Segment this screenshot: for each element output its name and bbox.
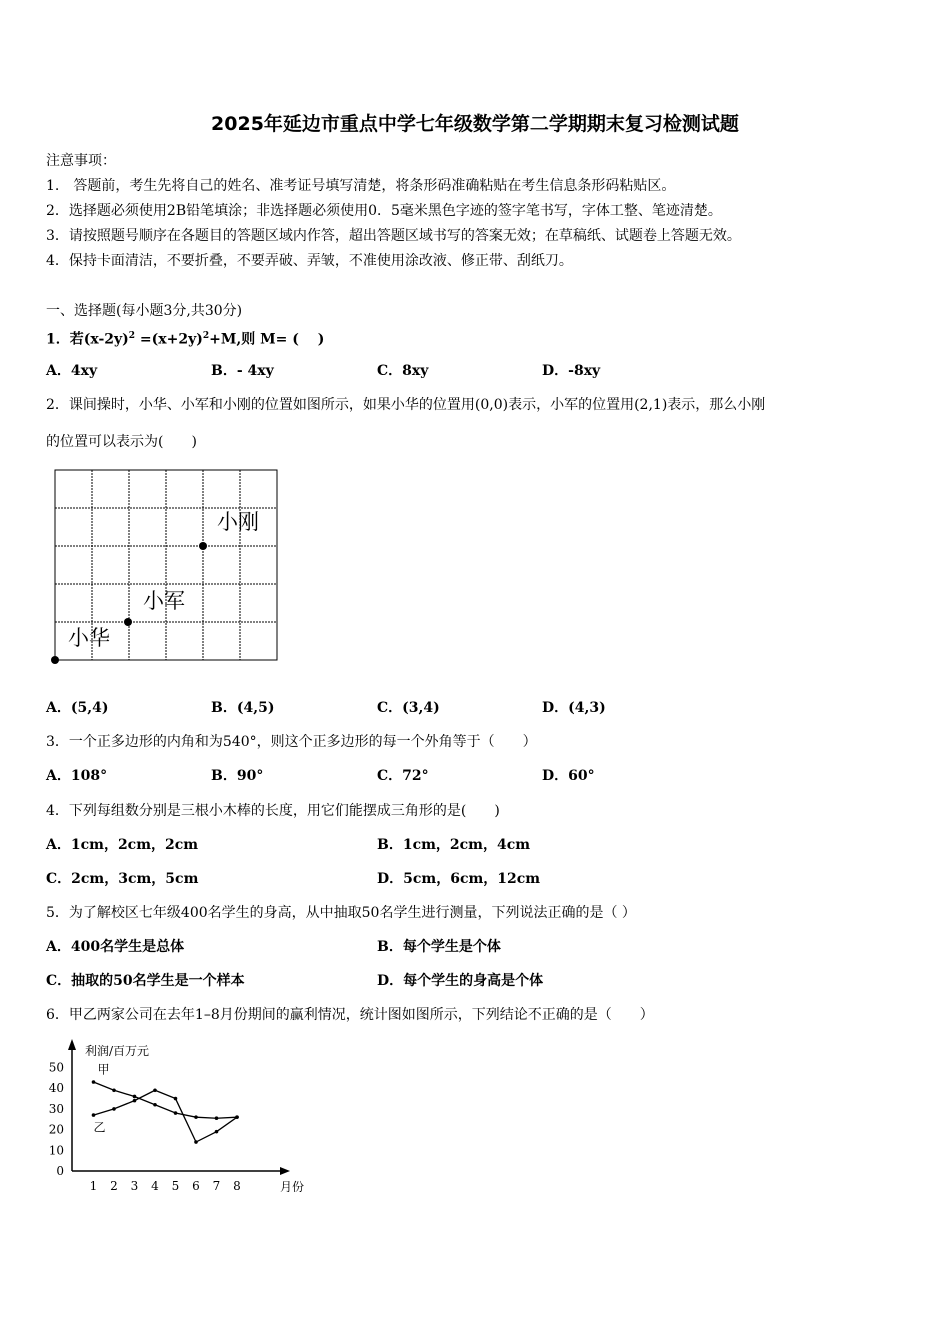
option: C．抽取的50名学生是一个样本: [46, 973, 245, 989]
data-point: [194, 1115, 198, 1119]
xiaohua-point: [51, 656, 59, 664]
notice-item: 3．请按照题号顺序在各题目的答题区域内作答，超出答题区域书写的答案无效；在草稿纸、试题卷上答题无效。: [46, 228, 741, 244]
data-point: [215, 1116, 219, 1120]
x-tick-label: 6: [192, 1179, 200, 1193]
option: B．- 4xy: [211, 363, 274, 379]
option: B．90°: [211, 768, 264, 784]
legend-jia: 甲: [97, 1062, 110, 1077]
option: C．8xy: [377, 363, 429, 379]
data-point: [153, 1088, 157, 1092]
option: A．108°: [46, 768, 108, 784]
section-heading: 一、选择题(每小题3分,共30分): [46, 303, 243, 319]
y-tick-label: 30: [48, 1101, 64, 1116]
data-point: [112, 1088, 116, 1092]
y-tick-label: 50: [48, 1060, 64, 1075]
x-tick-label: 1: [89, 1179, 98, 1193]
data-point: [133, 1099, 137, 1103]
question-5: 5．为了解校区七年级400名学生的身高，从中抽取50名学生进行测量，下列说法正确的是（ ）: [46, 905, 636, 921]
option: A．400名学生是总体: [46, 939, 185, 955]
option: C．72°: [377, 768, 429, 784]
x-tick-label: 4: [151, 1179, 159, 1193]
option: A．(5,4): [46, 700, 109, 716]
label-xiaohua: 小华: [68, 626, 110, 650]
xiaogang-point: [199, 542, 207, 550]
x-tick-label: 7: [212, 1179, 221, 1193]
option: D．(4,3): [542, 700, 606, 716]
x-axis-label: 月份: [280, 1180, 305, 1194]
data-point: [194, 1140, 198, 1144]
page-title: 2025年延边市重点中学七年级数学第二学期期末复习检测试题: [211, 113, 739, 135]
y-tick-label: 20: [48, 1122, 64, 1137]
question-1: 1．若$(x-2y)^2 =(x+2y)^2+M$,则 M= ( ): [46, 331, 325, 348]
option: D．60°: [542, 768, 595, 784]
notice-heading: 注意事项：: [46, 153, 116, 169]
notice-item: 1. 答题前，考生先将自己的姓名、准考证号填写清楚，将条形码准确粘贴在考生信息条形码粘贴区。: [46, 178, 676, 194]
y-tick-label: 10: [48, 1143, 64, 1158]
option: A．4xy: [46, 363, 98, 379]
notice-item: 4．保持卡面清洁，不要折叠，不要弄破、弄皱，不准使用涂改液、修正带、刮纸刀。: [46, 253, 573, 269]
option: B．每个学生是个体: [377, 939, 501, 955]
option: D．-8xy: [542, 363, 601, 379]
data-point: [174, 1097, 178, 1101]
data-point: [92, 1080, 96, 1084]
label-xiaojun: 小军: [143, 589, 185, 613]
option: D．每个学生的身高是个体: [377, 973, 544, 989]
y-tick-label: 40: [48, 1081, 64, 1096]
label-xiaogang: 小刚: [217, 510, 259, 534]
question-2: 2．课间操时，小华、小军和小刚的位置如图所示，如果小华的位置用(0,0)表示，小军的位置用(2,1)表示，那么小刚: [46, 397, 766, 413]
xiaojun-point: [124, 618, 132, 626]
series-line-yi: [94, 1090, 238, 1142]
data-point: [153, 1103, 157, 1107]
y-axis-label: 利润/百万元: [85, 1044, 150, 1058]
x-tick-label: 8: [233, 1179, 241, 1193]
x-tick-label: 3: [130, 1179, 139, 1193]
question-6: 6．甲乙两家公司在去年1–8月份期间的赢利情况，统计图如图所示，下列结论不正确的是（ ）: [46, 1007, 654, 1023]
y-tick-label: 0: [56, 1164, 64, 1178]
data-point: [235, 1115, 239, 1119]
data-point: [133, 1095, 137, 1099]
legend-yi: 乙: [93, 1120, 106, 1135]
option: C．(3,4): [377, 700, 440, 716]
data-point: [174, 1111, 178, 1115]
x-tick-label: 5: [171, 1179, 180, 1193]
option: D．5cm，6cm，12cm: [377, 871, 541, 887]
x-axis-arrow: [280, 1167, 290, 1175]
series-line-jia: [94, 1082, 238, 1118]
data-point: [112, 1107, 116, 1111]
question-2-cont: 的位置可以表示为( ): [46, 434, 197, 450]
data-point: [215, 1130, 219, 1134]
option: C．2cm，3cm，5cm: [46, 871, 199, 887]
y-axis-arrow: [68, 1039, 76, 1050]
position-grid: [40, 462, 290, 672]
notice-item: 2．选择题必须使用2B铅笔填涂；非选择题必须使用0．5毫米黑色字迹的签字笔书写，字体工整、笔迹清楚。: [46, 203, 722, 219]
option: A．1cm，2cm，2cm: [46, 837, 199, 853]
data-point: [92, 1113, 96, 1117]
option: B．(4,5): [211, 700, 275, 716]
x-tick-label: 2: [110, 1179, 118, 1193]
profit-line-chart: [40, 1035, 305, 1200]
question-4: 4．下列每组数分别是三根小木棒的长度，用它们能摆成三角形的是( ): [46, 803, 500, 819]
question-3: 3．一个正多边形的内角和为540°，则这个正多边形的每一个外角等于（ ）: [46, 734, 537, 750]
option: B．1cm，2cm，4cm: [377, 837, 531, 853]
